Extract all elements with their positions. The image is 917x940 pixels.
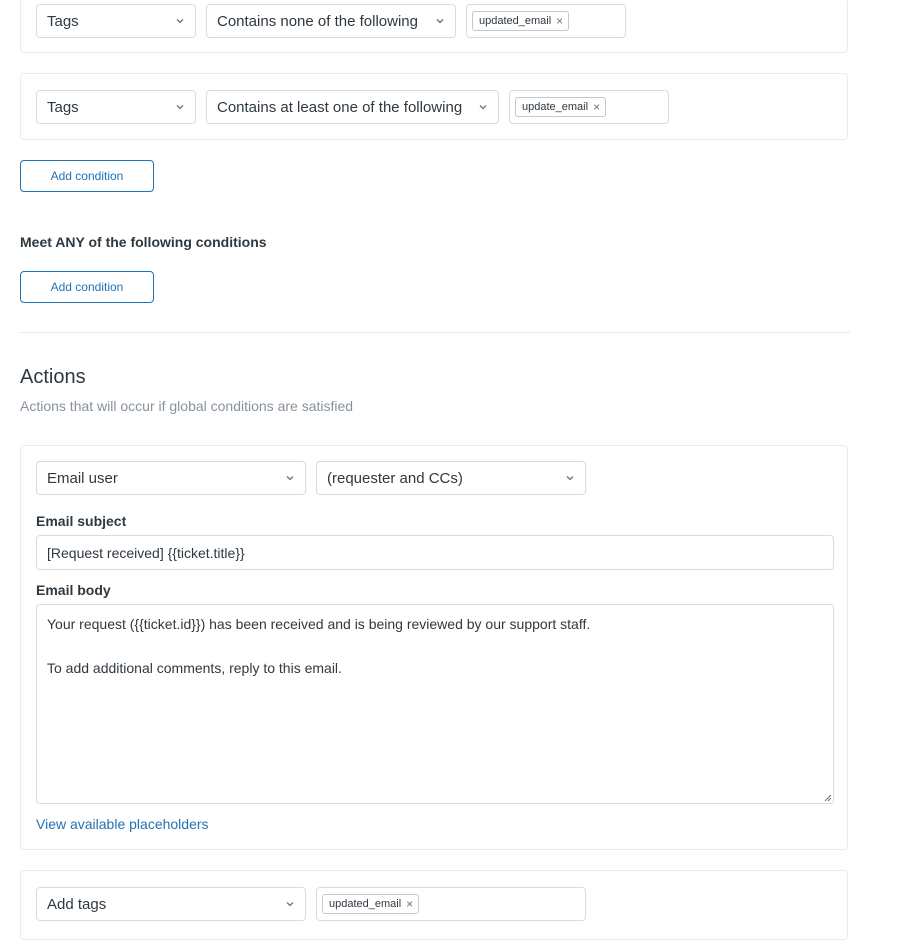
action-type-value: Add tags bbox=[47, 895, 107, 913]
condition-operator-select[interactable] bbox=[206, 4, 456, 38]
action-type-value: Email user bbox=[47, 469, 118, 487]
chevron-down-icon bbox=[175, 102, 185, 112]
condition-card bbox=[20, 0, 848, 53]
condition-operator-value: Contains none of the following bbox=[217, 12, 418, 30]
email-body-textarea[interactable] bbox=[36, 604, 834, 804]
email-subject-value: [Request received] {{ticket.title}} bbox=[47, 544, 245, 561]
condition-field-select[interactable] bbox=[36, 4, 196, 38]
email-body-line: Your request ({{ticket.id}}) has been received and is being reviewed by our support staff. bbox=[47, 616, 591, 632]
tag-chip bbox=[472, 11, 569, 31]
actions-heading: Actions bbox=[20, 366, 86, 388]
actions-subheading: Actions that will occur if global conditions are satisfied bbox=[20, 398, 354, 414]
condition-tags-input[interactable] bbox=[509, 90, 669, 124]
section-divider bbox=[20, 332, 850, 333]
chevron-down-icon bbox=[565, 473, 575, 483]
recipient-select[interactable] bbox=[316, 461, 586, 495]
tag-label: update_email bbox=[522, 101, 589, 113]
condition-field-select[interactable] bbox=[36, 90, 196, 124]
add-condition-any-button[interactable]: Add condition bbox=[20, 271, 154, 303]
action-tags-input[interactable] bbox=[316, 887, 586, 921]
condition-card bbox=[20, 73, 848, 140]
email-subject-label: Email subject bbox=[36, 513, 127, 529]
tag-label: updated_email bbox=[329, 898, 402, 910]
close-icon[interactable]: × bbox=[556, 14, 564, 28]
close-icon[interactable]: × bbox=[593, 100, 601, 114]
email-action-card bbox=[20, 445, 848, 850]
tags-action-card bbox=[20, 870, 848, 940]
condition-tags-input[interactable] bbox=[466, 4, 626, 38]
condition-operator-value: Contains at least one of the following bbox=[217, 98, 463, 116]
resize-handle-icon[interactable] bbox=[824, 794, 832, 802]
condition-field-value: Tags bbox=[47, 12, 79, 30]
add-condition-all-button[interactable]: Add condition bbox=[20, 160, 154, 192]
action-type-select[interactable] bbox=[36, 887, 306, 921]
recipient-value: (requester and CCs) bbox=[327, 469, 463, 487]
action-type-select[interactable] bbox=[36, 461, 306, 495]
tag-chip bbox=[515, 97, 606, 117]
chevron-down-icon bbox=[478, 102, 488, 112]
chevron-down-icon bbox=[435, 16, 445, 26]
email-subject-input[interactable] bbox=[36, 535, 834, 570]
chevron-down-icon bbox=[285, 473, 295, 483]
condition-field-value: Tags bbox=[47, 98, 79, 116]
chevron-down-icon bbox=[285, 899, 295, 909]
tag-label: updated_email bbox=[479, 15, 552, 27]
close-icon[interactable]: × bbox=[406, 897, 414, 911]
chevron-down-icon bbox=[175, 16, 185, 26]
condition-operator-select[interactable] bbox=[206, 90, 499, 124]
tag-chip bbox=[322, 894, 419, 914]
email-body-line: To add additional comments, reply to this email. bbox=[47, 660, 342, 676]
email-body-label: Email body bbox=[36, 582, 111, 598]
view-placeholders-link[interactable]: View available placeholders bbox=[36, 816, 209, 832]
any-conditions-heading: Meet ANY of the following conditions bbox=[20, 234, 267, 250]
